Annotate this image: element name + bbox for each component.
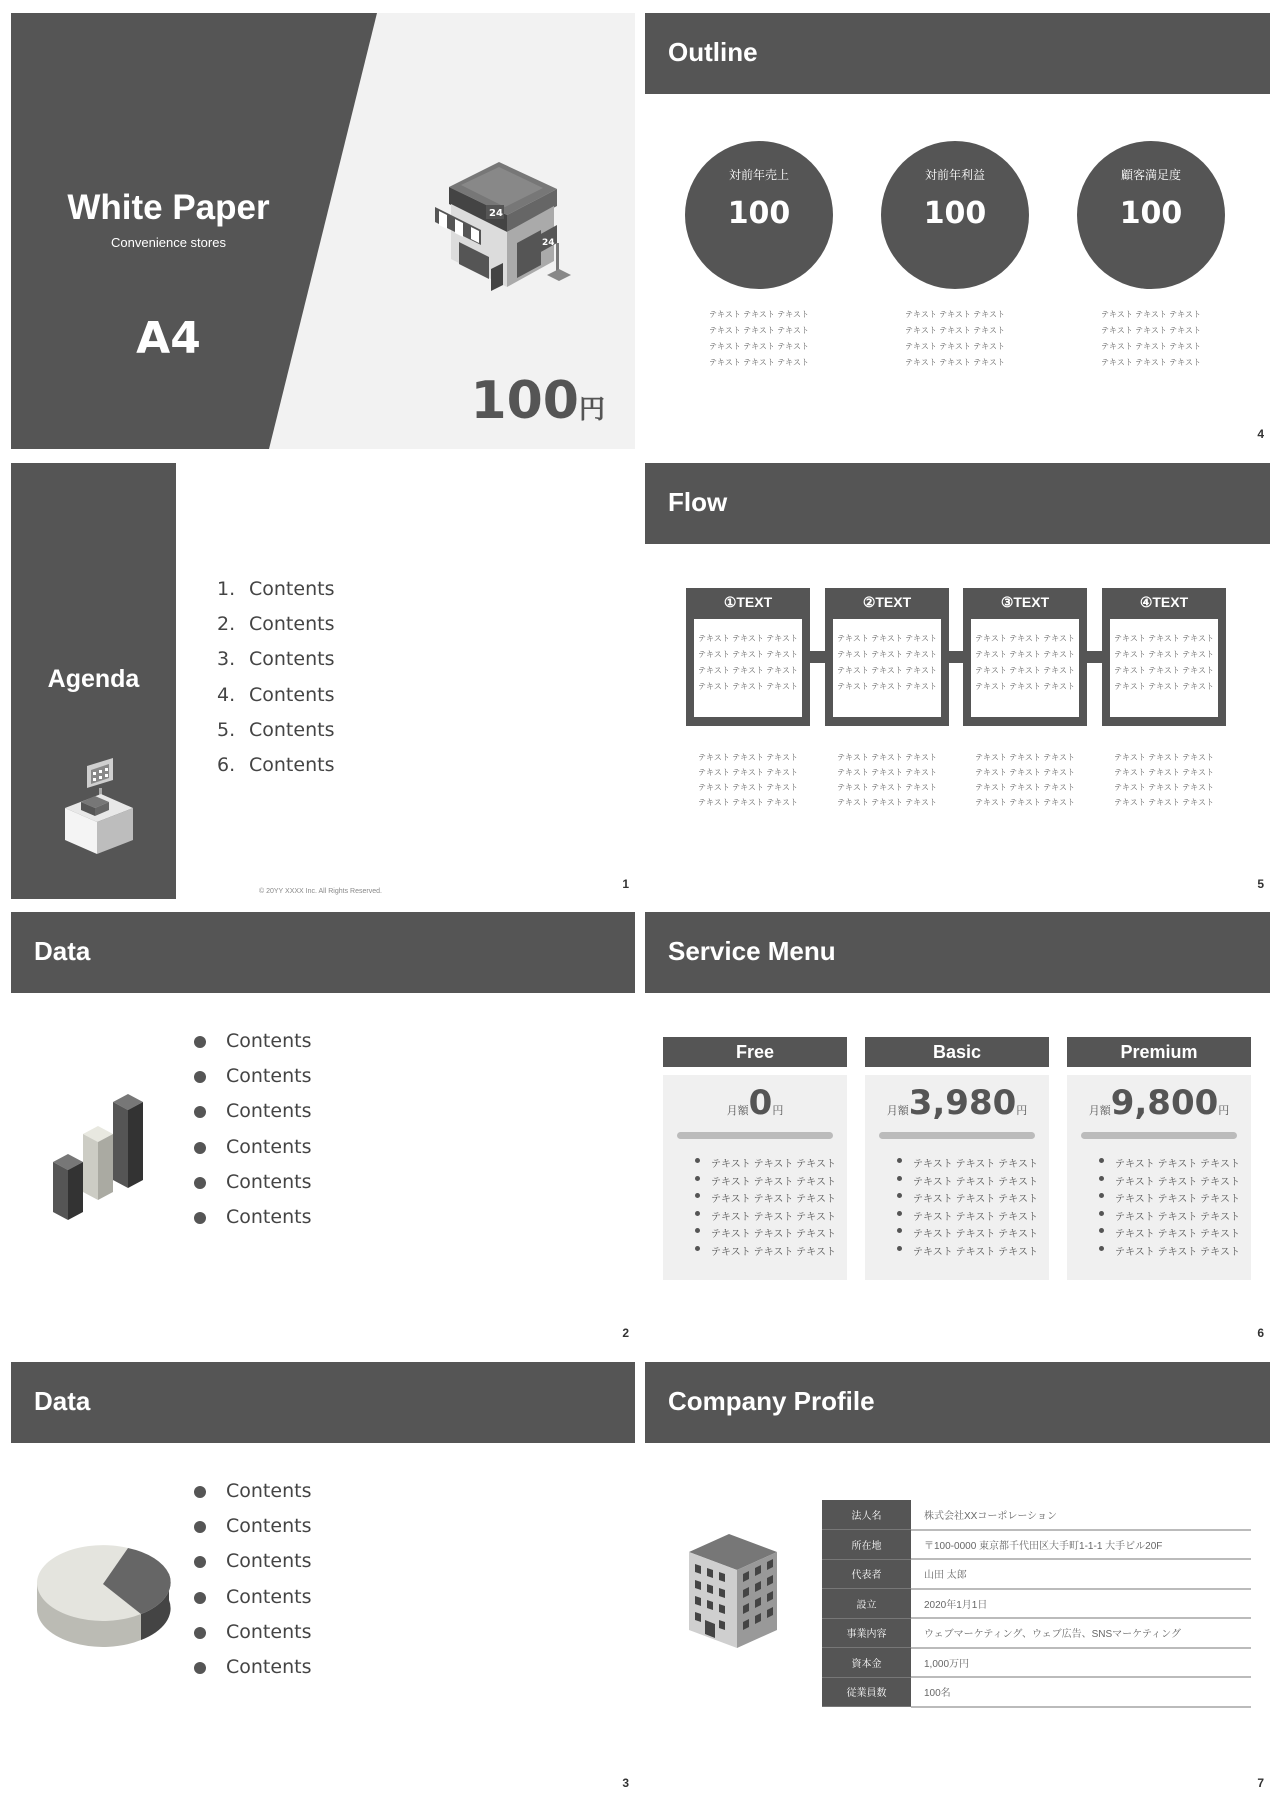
plan-feature: テキスト テキスト テキスト: [897, 1243, 1038, 1261]
slide-title: Service Menu: [668, 936, 836, 966]
data-pie-slide: [11, 1362, 635, 1798]
plan-feature: テキスト テキスト テキスト: [1099, 1243, 1240, 1261]
flow-step-note: [1102, 750, 1226, 810]
metric-description-line: テキスト テキスト テキスト: [709, 358, 809, 367]
cash-register-icon: [63, 758, 135, 858]
plan-feature: テキスト テキスト テキスト: [1099, 1208, 1240, 1226]
cover-subtitle: Convenience stores: [111, 235, 226, 250]
metric-label: 顧客満足度: [1120, 168, 1181, 182]
plan-price: [1067, 1083, 1251, 1123]
bullet-item: Contents: [194, 1136, 311, 1171]
agenda-slide: [11, 463, 635, 899]
convenience-store-icon: [429, 157, 579, 297]
data-pie-list: [194, 1480, 311, 1691]
agenda-item-label: Contents: [249, 753, 335, 776]
metric-label: 対前年売上: [728, 168, 789, 182]
plan-price-amount: 3,980: [908, 1083, 1017, 1123]
plan-feature: テキスト テキスト テキスト: [1099, 1173, 1240, 1191]
plan-feature: テキスト テキスト テキスト: [695, 1243, 836, 1261]
plan-feature: テキスト テキスト テキスト: [1099, 1190, 1240, 1208]
bar-chart-icon: [51, 1092, 161, 1222]
flow-step-text: [833, 631, 941, 695]
service-slide: [645, 912, 1270, 1348]
flow-step-note-line: テキスト テキスト テキスト: [698, 798, 798, 807]
bullet-item: Contents: [194, 1515, 311, 1550]
page-number: 4: [1257, 427, 1264, 441]
cover-size-label: A4: [136, 313, 201, 364]
header-bar: [645, 463, 1270, 544]
plan-card: [1067, 1075, 1251, 1280]
bullet-item: Contents: [194, 1030, 311, 1065]
plan-divider: [677, 1132, 833, 1139]
company-field-label: 従業員数: [822, 1677, 911, 1707]
flow-step-note-line: テキスト テキスト テキスト: [975, 798, 1075, 807]
data-bar-list: [194, 1030, 311, 1241]
copyright: © 20YY XXXX Inc. All Rights Reserved.: [259, 888, 382, 895]
flow-step-text-line: テキスト テキスト テキスト: [837, 682, 937, 691]
flow-step-text-line: テキスト テキスト テキスト: [975, 634, 1075, 643]
bullet-item: Contents: [194, 1100, 311, 1135]
agenda-item-label: Contents: [249, 718, 335, 741]
metric-description-line: テキスト テキスト テキスト: [905, 326, 1005, 335]
flow-step-text-line: テキスト テキスト テキスト: [1114, 682, 1214, 691]
company-field-label: 所在地: [822, 1530, 911, 1560]
agenda-item-label: Contents: [249, 648, 335, 671]
slide-title: Flow: [668, 487, 728, 517]
flow-step-text: [694, 631, 802, 695]
flow-step: [686, 588, 810, 726]
flow-step-note-line: テキスト テキスト テキスト: [1114, 783, 1214, 792]
flow-step-note-line: テキスト テキスト テキスト: [975, 768, 1075, 777]
agenda-item: [217, 754, 334, 789]
flow-step-text-line: テキスト テキスト テキスト: [698, 682, 798, 691]
plan-price: [663, 1083, 847, 1123]
flow-step-text-line: テキスト テキスト テキスト: [1114, 666, 1214, 675]
plan-price: [865, 1083, 1049, 1123]
flow-step-note-line: テキスト テキスト テキスト: [975, 753, 1075, 762]
company-field-label: 代表者: [822, 1559, 911, 1589]
plan-feature: テキスト テキスト テキスト: [897, 1190, 1038, 1208]
flow-step: [825, 588, 949, 726]
slide-title: Outline: [668, 37, 758, 67]
page-number: 3: [622, 1776, 629, 1790]
company-field-value: 山田 太郎: [911, 1559, 1251, 1589]
svg-text:24: 24: [542, 238, 555, 248]
flow-step-text-line: テキスト テキスト テキスト: [1114, 634, 1214, 643]
outline-slide: [645, 13, 1270, 449]
flow-connector: [1087, 651, 1103, 663]
flow-step-note-line: テキスト テキスト テキスト: [837, 768, 937, 777]
flow-step-text-line: テキスト テキスト テキスト: [698, 650, 798, 659]
company-row: [822, 1618, 1251, 1648]
flow-step-note-line: テキスト テキスト テキスト: [837, 753, 937, 762]
cover-price-number: 100: [470, 371, 579, 431]
cover-price: [470, 371, 605, 431]
page-number: 1: [622, 877, 629, 891]
company-field-value: ウェブマーケティング、ウェブ広告、SNSマーケティング: [911, 1618, 1251, 1648]
flow-step: [1102, 588, 1226, 726]
metric-description: [1077, 307, 1225, 371]
flow-step-body: [1110, 619, 1218, 717]
flow-step-note-line: テキスト テキスト テキスト: [1114, 768, 1214, 777]
plan-price-prefix: 月額: [886, 1105, 909, 1117]
agenda-item: [217, 684, 334, 719]
svg-text:24: 24: [489, 208, 503, 219]
plan-price-suffix: 円: [772, 1105, 784, 1117]
metric-description-line: テキスト テキスト テキスト: [1101, 358, 1201, 367]
agenda-item-number: 6.: [217, 753, 236, 776]
agenda-item: [217, 578, 334, 613]
slide-title: Company Profile: [668, 1386, 875, 1416]
plan-feature: テキスト テキスト テキスト: [695, 1225, 836, 1243]
page-number: 5: [1257, 877, 1264, 891]
agenda-item-label: Contents: [249, 683, 335, 706]
metric-description: [881, 307, 1029, 371]
metric-description-line: テキスト テキスト テキスト: [905, 342, 1005, 351]
plan-feature: テキスト テキスト テキスト: [897, 1173, 1038, 1191]
data-bar-slide: [11, 912, 635, 1348]
agenda-item-number: 4.: [217, 683, 236, 706]
plan-price-amount: 0: [748, 1083, 773, 1123]
flow-step-text-line: テキスト テキスト テキスト: [975, 666, 1075, 675]
agenda-item-number: 1.: [217, 578, 236, 600]
plan-price-prefix: 月額: [1088, 1105, 1111, 1117]
flow-step-title: ②TEXT: [862, 594, 912, 610]
bullet-item: Contents: [194, 1656, 311, 1691]
plan-feature: テキスト テキスト テキスト: [695, 1155, 836, 1173]
bullet-item: Contents: [194, 1065, 311, 1100]
flow-step-note-line: テキスト テキスト テキスト: [975, 783, 1075, 792]
plan-feature: テキスト テキスト テキスト: [1099, 1225, 1240, 1243]
plan-feature: テキスト テキスト テキスト: [695, 1208, 836, 1226]
plan-feature: テキスト テキスト テキスト: [897, 1208, 1038, 1226]
metric-description-line: テキスト テキスト テキスト: [905, 310, 1005, 319]
metric-label: 対前年利益: [924, 168, 985, 182]
cover-title: White Paper: [67, 188, 270, 227]
flow-step-note-line: テキスト テキスト テキスト: [837, 783, 937, 792]
plan-card: [865, 1075, 1049, 1280]
flow-step-note-line: テキスト テキスト テキスト: [698, 783, 798, 792]
bullet-item: Contents: [194, 1586, 311, 1621]
flow-step-title: ③TEXT: [1000, 594, 1050, 610]
flow-step-text-line: テキスト テキスト テキスト: [837, 634, 937, 643]
flow-step-text-line: テキスト テキスト テキスト: [837, 650, 937, 659]
flow-step-body: [833, 619, 941, 717]
plan-divider: [879, 1132, 1035, 1139]
company-field-label: 資本金: [822, 1648, 911, 1678]
flow-step-note-line: テキスト テキスト テキスト: [698, 753, 798, 762]
metric-value: 100: [727, 196, 791, 231]
cover-price-unit: 円: [578, 395, 605, 425]
page-number: 2: [622, 1326, 629, 1340]
metric-description-line: テキスト テキスト テキスト: [709, 326, 809, 335]
flow-step-text-line: テキスト テキスト テキスト: [837, 666, 937, 675]
company-field-value: 2020年1月1日: [911, 1589, 1251, 1619]
flow-step-text: [1110, 631, 1218, 695]
slide-title: Data: [34, 936, 91, 966]
page-number: 7: [1257, 1776, 1264, 1790]
plan-feature: テキスト テキスト テキスト: [695, 1190, 836, 1208]
plan-name: Premium: [1067, 1037, 1251, 1067]
plan-name: Basic: [865, 1037, 1049, 1067]
plan-price-prefix: 月額: [726, 1105, 749, 1117]
company-field-label: 設立: [822, 1589, 911, 1619]
plan-price-suffix: 円: [1016, 1105, 1028, 1117]
header-bar: [11, 1362, 635, 1443]
agenda-item-number: 2.: [217, 613, 236, 636]
agenda-item: [217, 613, 334, 648]
flow-step-note: [825, 750, 949, 810]
company-row: [822, 1559, 1251, 1589]
company-field-value: 100名: [911, 1677, 1251, 1707]
plan-price-amount: 9,800: [1110, 1083, 1219, 1123]
company-slide: [645, 1362, 1270, 1798]
bullet-item: Contents: [194, 1480, 311, 1515]
metric-description-line: テキスト テキスト テキスト: [1101, 342, 1201, 351]
flow-step: [963, 588, 1087, 726]
bullet-item: Contents: [194, 1171, 311, 1206]
cover-slide: [11, 13, 635, 449]
plan-name: Free: [663, 1037, 847, 1067]
flow-step-note-line: テキスト テキスト テキスト: [1114, 798, 1214, 807]
company-row: [822, 1530, 1251, 1560]
agenda-item: [217, 719, 334, 754]
flow-step-title: ④TEXT: [1139, 594, 1189, 610]
bullet-item: Contents: [194, 1621, 311, 1656]
flow-step-text: [971, 631, 1079, 695]
flow-slide: [645, 463, 1270, 899]
plan-price-suffix: 円: [1218, 1105, 1230, 1117]
agenda-item-label: Contents: [249, 578, 335, 600]
flow-connector: [810, 651, 826, 663]
flow-step-text-line: テキスト テキスト テキスト: [1114, 650, 1214, 659]
bullet-item: Contents: [194, 1550, 311, 1585]
plan-card: [663, 1075, 847, 1280]
metric-description: [685, 307, 833, 371]
flow-step-text-line: テキスト テキスト テキスト: [975, 650, 1075, 659]
agenda-item-number: 3.: [217, 648, 236, 671]
company-row: [822, 1648, 1251, 1678]
company-row: [822, 1589, 1251, 1619]
company-field-value: 〒100-0000 東京都千代田区大手町1-1-1 大手ビル20F: [911, 1530, 1251, 1560]
flow-step-note-line: テキスト テキスト テキスト: [698, 768, 798, 777]
pie-chart-icon: [33, 1540, 178, 1655]
plan-feature: テキスト テキスト テキスト: [897, 1225, 1038, 1243]
agenda-item-label: Contents: [249, 613, 335, 636]
metric-description-line: テキスト テキスト テキスト: [1101, 310, 1201, 319]
bullet-item: Contents: [194, 1206, 311, 1241]
metric-circle: [685, 141, 833, 289]
plan-divider: [1081, 1132, 1237, 1139]
metric-description-line: テキスト テキスト テキスト: [1101, 326, 1201, 335]
company-row: [822, 1677, 1251, 1707]
page-number: 6: [1257, 1326, 1264, 1340]
metric-circle: [1077, 141, 1225, 289]
metric-description-line: テキスト テキスト テキスト: [709, 342, 809, 351]
flow-step-note-line: テキスト テキスト テキスト: [1114, 753, 1214, 762]
metric-description-line: テキスト テキスト テキスト: [905, 358, 1005, 367]
flow-step-title: ①TEXT: [723, 594, 773, 610]
company-field-label: 法人名: [822, 1500, 911, 1530]
agenda-item-number: 5.: [217, 718, 236, 741]
company-profile-table: [822, 1500, 1251, 1708]
plan-features: [695, 1155, 836, 1260]
flow-step-text-line: テキスト テキスト テキスト: [698, 666, 798, 675]
flow-step-text-line: テキスト テキスト テキスト: [975, 682, 1075, 691]
plan-feature: テキスト テキスト テキスト: [897, 1155, 1038, 1173]
flow-step-text-line: テキスト テキスト テキスト: [698, 634, 798, 643]
agenda-item: [217, 648, 334, 683]
flow-step-note-line: テキスト テキスト テキスト: [837, 798, 937, 807]
metric-value: 100: [923, 196, 987, 231]
metric-circle: [881, 141, 1029, 289]
header-bar: [11, 912, 635, 993]
flow-step-note: [963, 750, 1087, 810]
agenda-title: Agenda: [47, 665, 140, 693]
plan-features: [897, 1155, 1038, 1260]
plan-feature: テキスト テキスト テキスト: [695, 1173, 836, 1191]
plan-feature: テキスト テキスト テキスト: [1099, 1155, 1240, 1173]
metric-description-line: テキスト テキスト テキスト: [709, 310, 809, 319]
office-building-icon: [687, 1530, 783, 1650]
flow-step-note: [686, 750, 810, 810]
flow-step-body: [971, 619, 1079, 717]
slide-title: Data: [34, 1386, 91, 1416]
company-field-value: 1,000万円: [911, 1648, 1251, 1678]
metric-value: 100: [1119, 196, 1183, 231]
company-row: [822, 1500, 1251, 1530]
agenda-list: [217, 578, 334, 789]
plan-features: [1099, 1155, 1240, 1260]
company-field-label: 事業内容: [822, 1618, 911, 1648]
company-field-value: 株式会社XXコーポレーション: [911, 1500, 1251, 1530]
flow-step-body: [694, 619, 802, 717]
